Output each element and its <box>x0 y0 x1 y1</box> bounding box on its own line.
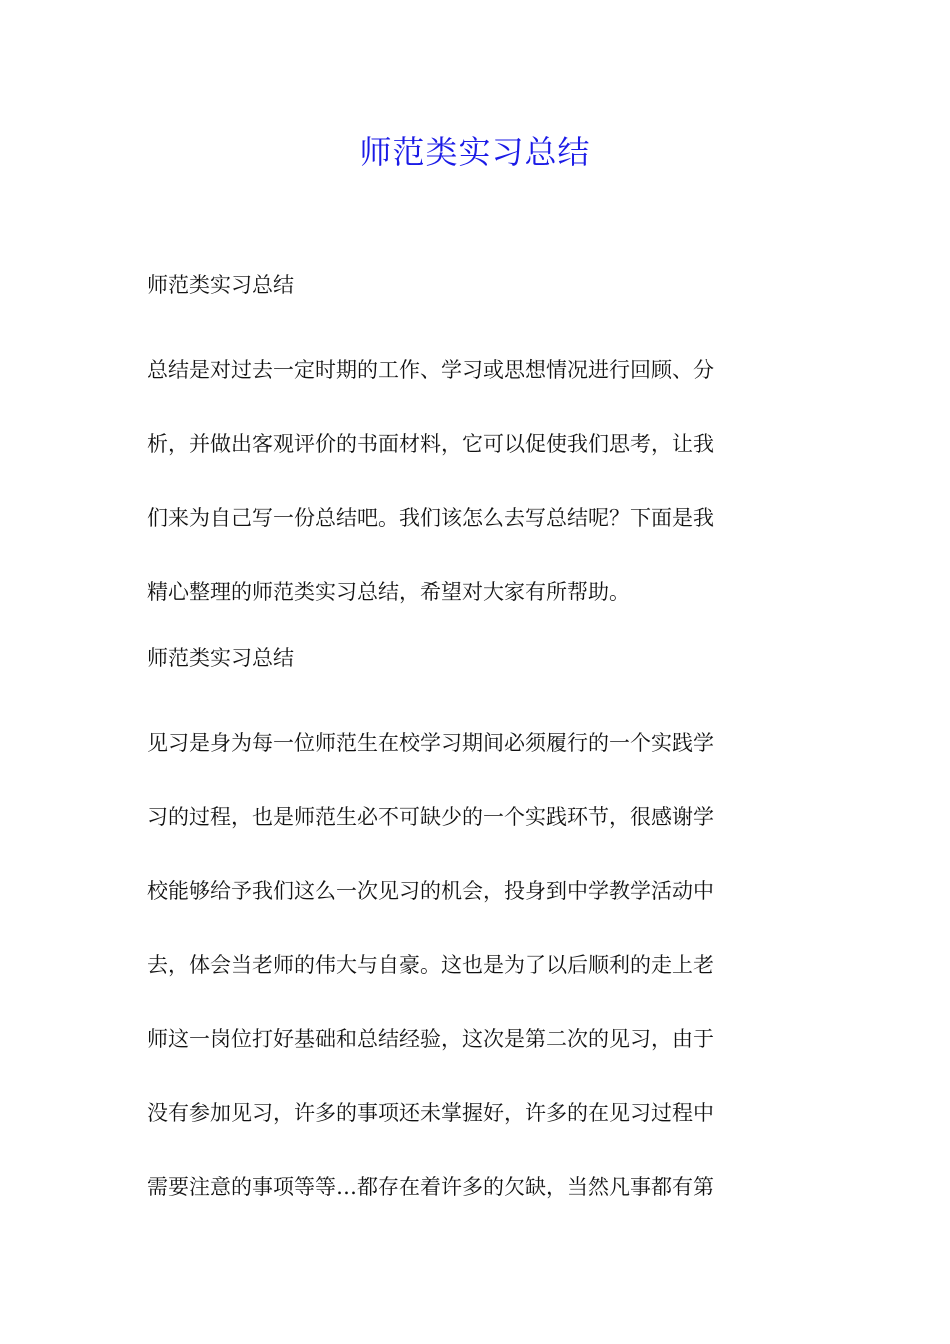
section-heading-1 <box>147 265 805 305</box>
paragraph-line: 去，体会当老师的伟大与自豪。这也是为了以后顺利的走上老 <box>147 953 714 977</box>
document-title: 师范类实习总结 <box>359 133 591 171</box>
paragraph-line: 析，并做出客观评价的书面材料，它可以促使我们思考，让我 <box>147 432 714 456</box>
section-heading-2 <box>147 638 805 678</box>
paragraph-line: 见习是身为每一位师范生在校学习期间必须履行的一个实践学 <box>147 731 714 755</box>
paragraph-line: 校能够给予我们这么一次见习的机会，投身到中学教学活动中 <box>147 879 714 903</box>
paragraph-line: 们来为自己写一份总结吧。我们该怎么去写总结呢？下面是我 <box>147 506 714 530</box>
paragraph-line: 没有参加见习，许多的事项还未掌握好，许多的在见习过程中 <box>147 1101 714 1125</box>
section-heading-text: 师范类实习总结 <box>147 646 294 670</box>
paragraph-line: 精心整理的师范类实习总结，希望对大家有所帮助。 <box>147 580 630 604</box>
body-paragraph <box>147 706 805 1224</box>
paragraph-line: 总结是对过去一定时期的工作、学习或思想情况进行回顾、分 <box>147 358 714 382</box>
section-heading-text: 师范类实习总结 <box>147 273 294 297</box>
intro-paragraph <box>147 333 805 629</box>
paragraph-line: 需要注意的事项等等…都存在着许多的欠缺，当然凡事都有第 <box>147 1175 714 1199</box>
paragraph-line: 师这一岗位打好基础和总结经验，这次是第二次的见习，由于 <box>147 1027 714 1051</box>
paragraph-line: 习的过程，也是师范生必不可缺少的一个实践环节，很感谢学 <box>147 805 714 829</box>
